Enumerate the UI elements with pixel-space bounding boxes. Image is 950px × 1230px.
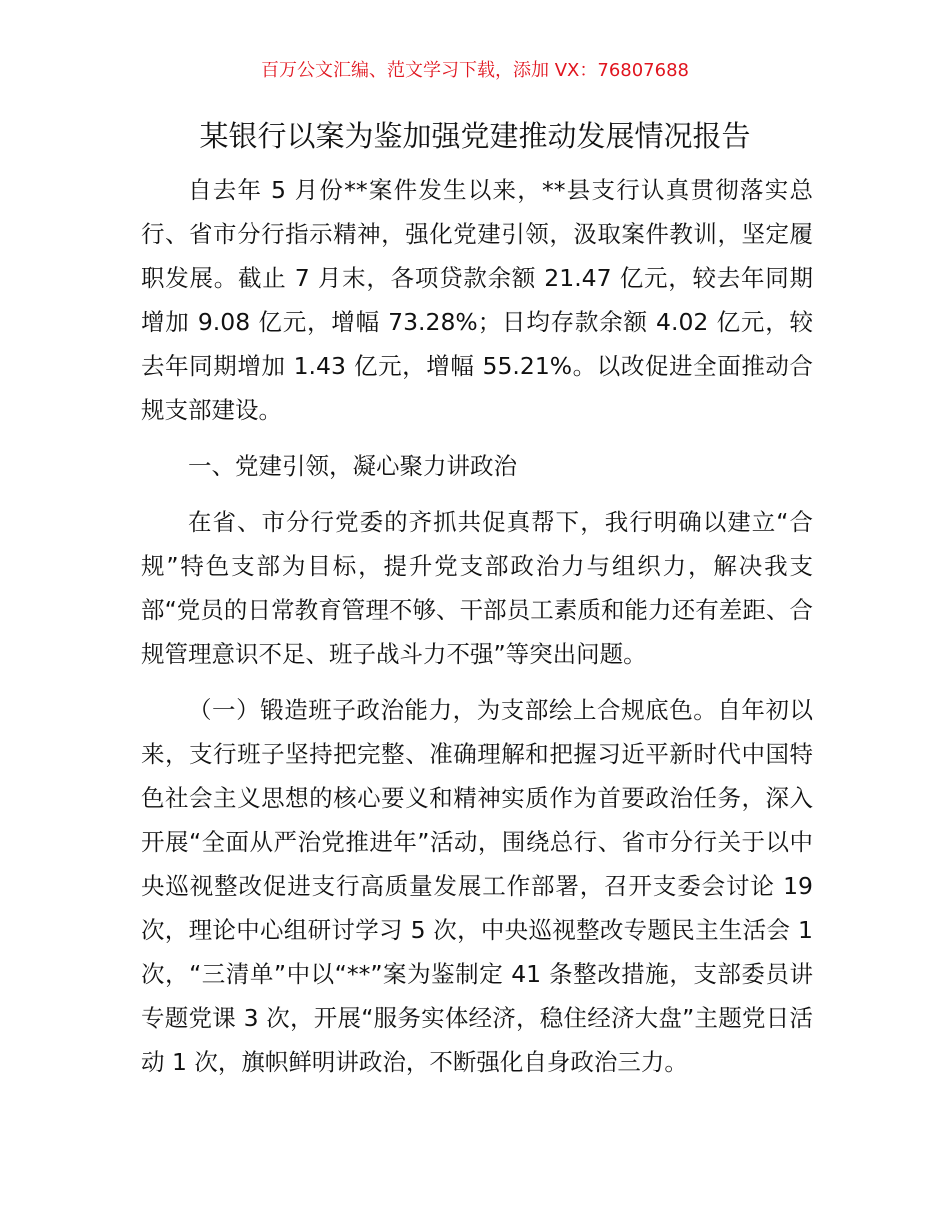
- document-title: 某银行以案为鉴加强党建推动发展情况报告: [199, 119, 751, 153]
- paragraph-subsection-1: （一）锻造班子政治能力，为支部绘上合规底色。自年初以来，支行班子坚持把完整、准确理解和把握习近平新时代中国特色社会主义思想的核心要义和精神实质作为首要政治任务，深入开展“全面从严治党推进年”活动，围绕总行、省市分行关于以中央巡视整改促进支行高质量发展工作部署，召开支委会讨论 19 次，理论中心组研讨学习 5 次，中央巡视整改专题民主生活会 1 次，“三清单”中以“**”案为鉴制定 41 条整改措施，支部委员讲专题党课 3 次，开展“服务实体经济，稳住经济大盘”主题党日活动 1 次，旗帜鲜明讲政治，不断强化自身政治三力。: [141, 696, 813, 1076]
- document-body: [141, 168, 813, 1084]
- promo-header: 百万公文汇编、范文学习下载，添加 VX：76807688: [261, 60, 689, 81]
- paragraph-intro: 自去年 5 月份**案件发生以来，**县支行认真贯彻落实总行、省市分行指示精神，强化党建引领，汲取案件教训，坚定履职发展。截止 7 月末，各项贷款余额 21.47 亿元，较去年同期增加 9.08 亿元，增幅 73.28%；日均存款余额 4.02 亿元，较去年同期增加 1.43 亿元，增幅 55.21%。以改促进全面推动合规支部建设。: [141, 176, 813, 424]
- section-heading-1: 一、党建引领，凝心聚力讲政治: [188, 452, 517, 480]
- paragraph-section-1: 在省、市分行党委的齐抓共促真帮下，我行明确以建立“合规”特色支部为目标，提升党支部政治力与组织力，解决我支部“党员的日常教育管理不够、干部员工素质和能力还有差距、合规管理意识不足、班子战斗力不强”等突出问题。: [141, 508, 813, 668]
